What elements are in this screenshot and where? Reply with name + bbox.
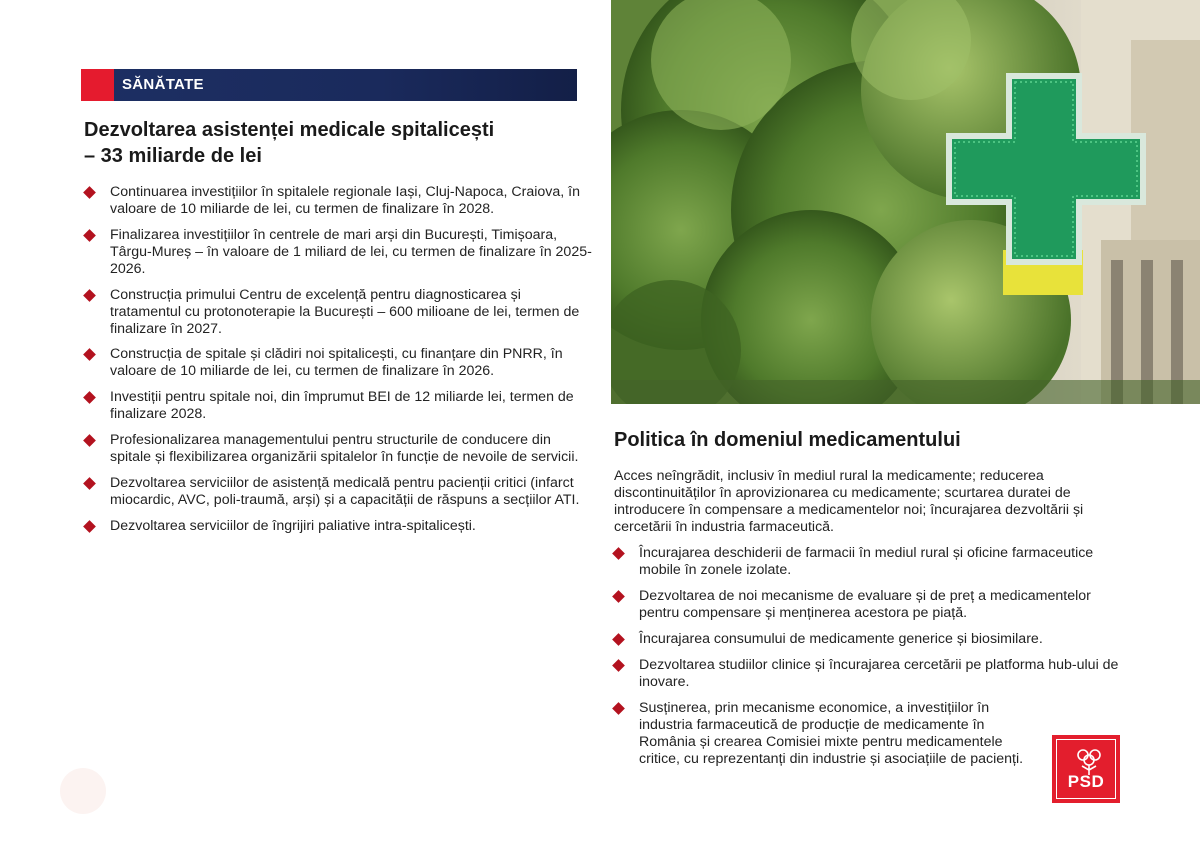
diamond-bullet-icon	[612, 547, 625, 560]
section-label: SĂNĂTATE	[122, 76, 204, 93]
list-item: Dezvoltarea de noi mecanisme de evaluare și de preț a medicamentelor pentru compensare și menținerea acestora pe piață.	[639, 588, 1129, 622]
section-band	[81, 69, 577, 101]
list-item: Continuarea investițiilor în spitalele regionale Iași, Cluj-Napoca, Craiova, în valoare de 10 miliarde de lei, cu termen de finalizare în 2028.	[110, 184, 595, 218]
pharmacy-photo-illustration	[611, 0, 1200, 404]
diamond-bullet-icon	[612, 633, 625, 646]
intro-paragraph: Acces neîngrădit, inclusiv în mediul rural la medicamente; reducerea discontinuităților în aprovizionarea cu medicamente; scurtarea duratei de introducere în compensare a medicamentelor noi; încurajarea dezvoltării și cercetării în industria farmaceutică.	[614, 468, 1084, 535]
list-item: Încurajarea deschiderii de farmacii în mediul rural și oficine farmaceutice mobile în zonele izolate.	[639, 545, 1129, 579]
left-bullet-list	[110, 184, 595, 544]
diamond-bullet-icon	[83, 186, 96, 199]
diamond-bullet-icon	[612, 702, 625, 715]
list-item: Susținerea, prin mecanisme economice, a investițiilor în industria farmaceutică de producție de medicamente în România și crearea Comisiei mixte pentru medicamentele critice, cu reprezentanți din industrie și asociațiile de pacienți.	[639, 700, 1039, 768]
list-item: Finalizarea investițiilor în centrele de mari arși din București, Timișoara, Târgu-Mureș – în valoare de 1 miliard de lei, cu termen de finalizare în 2025-2026.	[110, 227, 595, 278]
logo-text: PSD	[1067, 772, 1105, 791]
pharmacy-cross-photo	[611, 0, 1200, 404]
right-section-title: Politica în domeniul medicamentului	[614, 429, 961, 451]
page-marker	[60, 768, 106, 814]
list-item: Profesionalizarea managementului pentru structurile de conducere din spitale și flexibilizarea organizării spitalelor în funcție de nevoile de servicii.	[110, 432, 595, 466]
section-band-accent	[81, 69, 114, 101]
list-item: Construcția primului Centru de excelență pentru diagnosticarea și tratamentul cu protonoterapie la București – 600 milioane de lei, termen de finalizare în 2027.	[110, 287, 595, 338]
diamond-bullet-icon	[83, 229, 96, 242]
list-item: Încurajarea consumului de medicamente generice și biosimilare.	[639, 631, 1129, 648]
diamond-bullet-icon	[612, 590, 625, 603]
list-item: Investiții pentru spitale noi, din împrumut BEI de 12 miliarde lei, termen de finalizare 2028.	[110, 389, 595, 423]
logo-frame	[1056, 739, 1116, 799]
list-item: Construcția de spitale și clădiri noi spitalicești, cu finanțare din PNRR, în valoare de 10 miliarde de lei, cu termen de finalizare în 2026.	[110, 346, 595, 380]
diamond-bullet-icon	[83, 434, 96, 447]
list-item: Dezvoltarea serviciilor de asistență medicală pentru pacienții critici (infarct miocardic, AVC, poli-traumă, arși) și a capacității de răspuns a secțiilor ATI.	[110, 475, 595, 509]
diamond-bullet-icon	[83, 477, 96, 490]
left-section-title: Dezvoltarea asistenței medicale spitalicești – 33 miliarde de lei	[84, 119, 495, 167]
diamond-bullet-icon	[83, 391, 96, 404]
diamond-bullet-icon	[83, 348, 96, 361]
list-item: Dezvoltarea serviciilor de îngrijiri paliative intra-spitalicești.	[110, 518, 595, 535]
diamond-bullet-icon	[83, 289, 96, 302]
list-item: Dezvoltarea studiilor clinice și încurajarea cercetării pe platforma hub-ului de inovare.	[639, 657, 1129, 691]
diamond-bullet-icon	[612, 659, 625, 672]
diamond-bullet-icon	[83, 520, 96, 533]
psd-logo	[1052, 735, 1120, 803]
